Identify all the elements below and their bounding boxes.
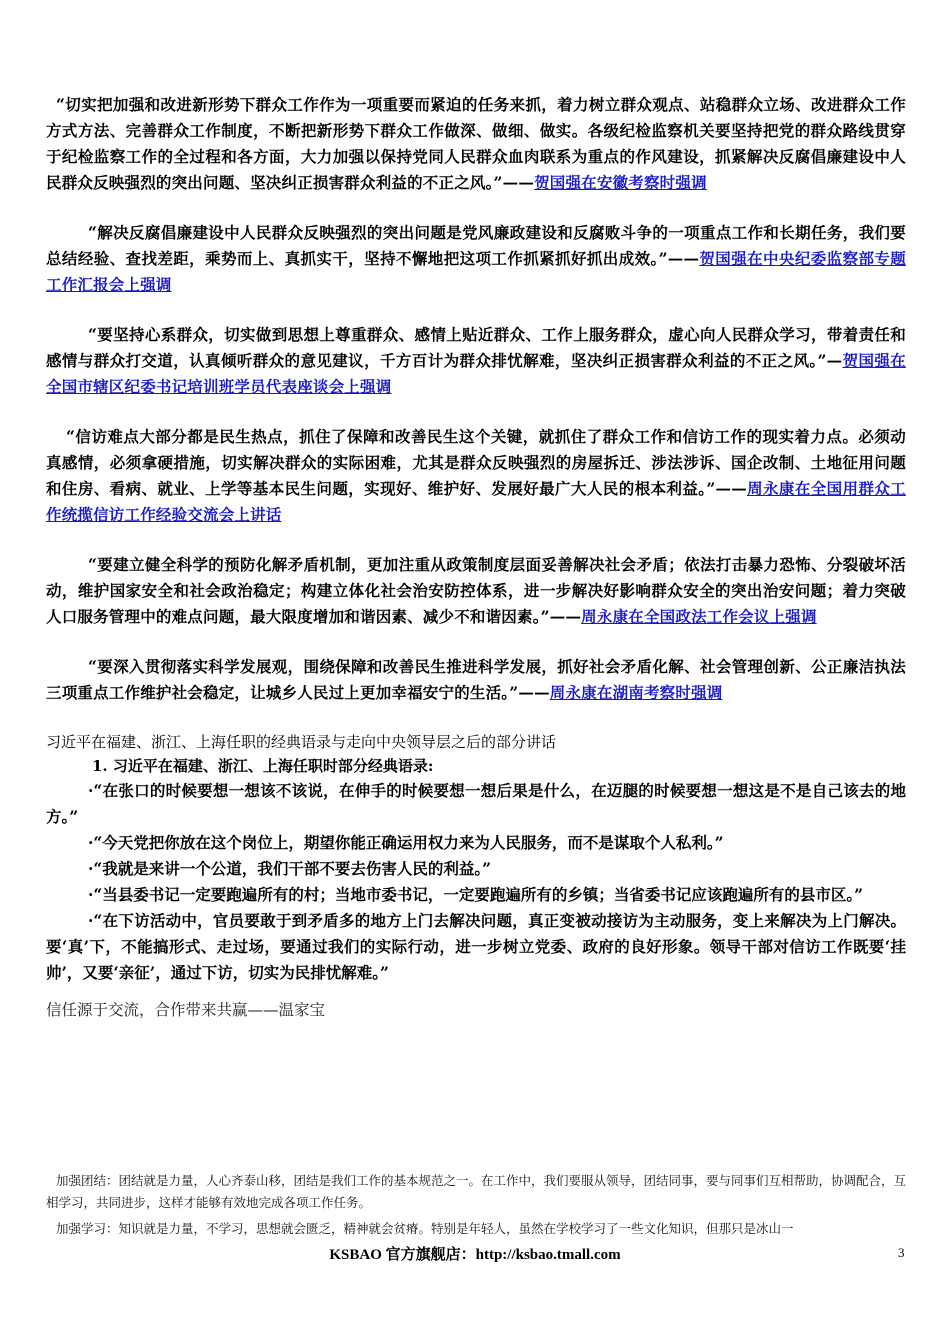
quote-paragraph-2 (46, 220, 906, 298)
footer-note: 加强学习：知识就是力量，不学习，思想就会匮乏，精神就会贫瘠。特别是年轻人，虽然在学校学习了一些文化知识，但那只是冰山一 (56, 1221, 794, 1236)
bullet-quote: ·“在张口的时候要想一想该不该说，在伸手的时候要想一想后果是什么，在迈腿的时候要想一想这是不是自己该去的地方。” (46, 781, 906, 826)
quote-paragraph-3 (46, 322, 906, 400)
quote-text: “要建立健全科学的预防化解矛盾机制，更加注重从政策制度层面妥善解决社会矛盾；依法打击暴力恐怖、分裂破坏活动，维护国家安全和社会政治稳定；构建立体化社会治安防控体系，进一步解决好影响群众安全的突出治安问题；着力突破人口服务管理中的难点问题，最大限度增加和谐因素、减少不和谐因素。”—— (46, 555, 906, 626)
source-link[interactable]: 贺国强在中央纪委监察部专题工作汇报会上强调 (46, 249, 906, 294)
quote-text: “要坚持心系群众，切实做到思想上尊重群众、感情上贴近群众、工作上服务群众，虚心向人民群众学习，带着责任和感情与群众打交道，认真倾听群众的意见建议，千方百计为群众排忧解难，坚决纠正损害群众利益的不正之风。”— (46, 325, 906, 370)
page-number: 3 (898, 1245, 905, 1260)
section-subheading: 1. 习近平在福建、浙江、上海任职时部分经典语录: (92, 757, 434, 775)
source-link[interactable]: 周永康在湖南考察时强调 (549, 683, 723, 702)
quote-paragraph-4 (46, 424, 906, 528)
closing-quote: 信任源于交流，合作带来共赢——温家宝 (46, 1001, 326, 1019)
store-footer: KSBAO 官方旗舰店：http://ksbao.tmall.com (329, 1247, 621, 1263)
quote-paragraph-1 (46, 92, 906, 196)
section-heading: 习近平在福建、浙江、上海任职的经典语录与走向中央领导层之后的部分讲话 (46, 733, 557, 751)
quote-text: “解决反腐倡廉建设中人民群众反映强烈的突出问题是党风廉政建设和反腐败斗争的一项重点工作和长期任务，我们要总结经验、查找差距，乘势而上、真抓实干，坚持不懈地把这项工作抓紧抓好抓出成效。”—— (46, 223, 906, 268)
bullet-quote: ·“在下访活动中，官员要敢于到矛盾多的地方上门去解决问题，真正变被动接访为主动服务，变上来解决为上门解决。要‘真’下，不能搞形式、走过场，要通过我们的实际行动，进一步树立党委、政府的良好形象。领导干部对信访工作既要‘挂帅’，又要‘亲征’，通过下访，切实为民排忧解难。” (46, 911, 906, 982)
bullet-quote: ·“当县委书记一定要跑遍所有的村；当地市委书记，一定要跑遍所有的乡镇；当省委书记应该跑遍所有的县市区。” (88, 885, 863, 904)
footer-note: 加强团结：团结就是力量，人心齐泰山移，团结是我们工作的基本规范之一。在工作中，我们要服从领导，团结同事，要与同事们互相帮助，协调配合，互相学习，共同进步，这样才能够有效地完成各项工作任务。 (46, 1173, 907, 1210)
quote-paragraph-5 (46, 552, 906, 630)
quote-text: “切实把加强和改进新形势下群众工作作为一项重要而紧迫的任务来抓，着力树立群众观点、站稳群众立场、改进群众工作方式方法、完善群众工作制度，不断把新形势下群众工作做深、做细、做实。各级纪检监察机关要坚持把党的群众路线贯穿于纪检监察工作的全过程和各方面，大力加强以保持党同人民群众血肉联系为重点的作风建设，抓紧解决反腐倡廉建设中人民群众反映强烈的突出问题、坚决纠正损害群众利益的不正之风。”—— (46, 95, 906, 192)
bullet-quote: ·“今天党把你放在这个岗位上，期望你能正确运用权力来为人民服务，而不是谋取个人私利。” (88, 833, 724, 852)
source-link[interactable]: 周永康在全国政法工作会议上强调 (581, 607, 817, 626)
footer-notes (46, 1170, 906, 1244)
source-link[interactable]: 贺国强在全国市辖区纪委书记培训班学员代表座谈会上强调 (46, 351, 906, 396)
bullet-quote: ·“我就是来讲一个公道，我们干部不要去伤害人民的利益。” (88, 859, 491, 878)
quote-text: “信访难点大部分都是民生热点，抓住了保障和改善民生这个关键，就抓住了群众工作和信访工作的现实着力点。必须动真感情，必须拿硬措施，切实解决群众的实际困难，尤其是群众反映强烈的房屋拆迁、涉法涉诉、国企改制、土地征用问题和住房、看病、就业、上学等基本民生问题，实现好、维护好、发展好最广大人民的根本利益。”—— (46, 427, 906, 498)
source-link[interactable]: 周永康在全国用群众工作统揽信访工作经验交流会上讲话 (46, 479, 906, 524)
source-link[interactable]: 贺国强在安徽考察时强调 (534, 173, 707, 192)
quote-text: “要深入贯彻落实科学发展观，围绕保障和改善民生推进科学发展，抓好社会矛盾化解、社会管理创新、公正廉洁执法三项重点工作维护社会稳定，让城乡人民过上更加幸福安宁的生活。”—— (46, 657, 906, 702)
quote-paragraph-6 (46, 654, 906, 706)
document-body (46, 92, 906, 1022)
